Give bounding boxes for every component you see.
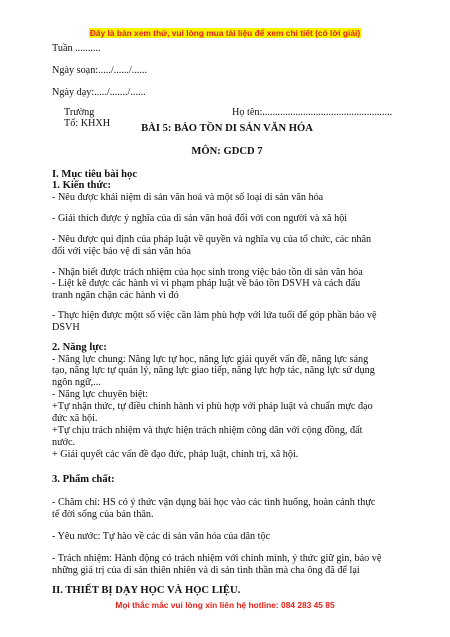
competency-item: - Năng lực chung: Năng lực tự học, năng lực giải quyết vấn đề, năng lực sáng	[52, 354, 369, 365]
section-1-heading: I. Mục tiêu bài học	[52, 169, 138, 180]
teach-date-line: Ngày dạy:...../......./......	[52, 87, 146, 98]
competency-item: tạo, năng lực tự quản lý, năng lực giao tiếp, năng lực hợp tác, năng lực sử dụng	[52, 365, 375, 376]
competency-item: +Tự nhận thức, tự điều chỉnh hành vi phù hợp với pháp luật và chuẩn mực đạo	[52, 401, 373, 412]
preview-banner: Đây là bản xem thử, vui lòng mua tài liệu để xem chi tiết (có lời giải)	[89, 28, 361, 38]
competency-item: - Năng lực chuyên biệt:	[52, 389, 149, 400]
knowledge-item: - Liệt kê được các hành vi vi phạm pháp luật về bảo tồn DSVH và cách đấu	[52, 278, 361, 289]
quality-heading: 3. Phẩm chất:	[52, 474, 115, 485]
quality-item: - Chăm chỉ: HS có ý thức vận dụng bài học vào các tình huống, hoàn cảnh thực	[52, 497, 376, 508]
knowledge-item: - Nêu được khái niệm di sản văn hoá và một số loại di sản văn hóa	[52, 192, 324, 203]
department-label: Tổ: KHXH	[64, 118, 111, 129]
knowledge-item: - Nêu được qui định của pháp luật về quyền và nghĩa vụ của tổ chức, các nhân	[52, 234, 372, 245]
competency-item: ngôn ngữ,...	[52, 377, 101, 388]
knowledge-item: - Giải thích được ý nghĩa của di sản văn hoá đối với con người và xã hội	[52, 213, 348, 224]
competency-item: +Tự chịu trách nhiệm và thực hiện trách nhiệm công dân với cộng đồng, đất	[52, 425, 363, 436]
quality-item: những giá trị của di sản thiên nhiên và di sản tinh thần mà cha ông đã để lại	[52, 565, 360, 576]
quality-item: tế đời sống của bản thân.	[52, 509, 154, 520]
prep-date-line: Ngày soạn:...../....../......	[52, 65, 148, 76]
competency-heading: 2. Năng lực:	[52, 342, 107, 353]
knowledge-item: - Thực hiện được mộtt số việc cần làm phù hợp với lứa tuổi để góp phần bảo vệ	[52, 310, 377, 321]
school-label: Trường	[64, 107, 95, 118]
knowledge-item: DSVH	[52, 322, 80, 333]
knowledge-item: tranh ngăn chặn các hành vi đó	[52, 290, 179, 301]
week-line: Tuần ..........	[52, 43, 101, 54]
competency-item: + Giải quyết các vấn đề đạo đức, pháp luật, chính trị, xã hội.	[52, 449, 299, 460]
knowledge-item: đối với việc bảo vệ di sản văn hóa	[52, 246, 191, 257]
subject-title: MÔN: GDCD 7	[191, 146, 263, 157]
quality-item: - Yêu nước: Tự hào về các di sản văn hóa của dân tộc	[52, 531, 271, 542]
hotline-banner: Mọi thắc mắc vui lòng xin liên hệ hotline: 084 283 45 85	[115, 600, 335, 610]
competency-item: đức xã hội.	[52, 413, 98, 424]
knowledge-heading: 1. Kiến thức:	[52, 180, 112, 191]
name-line: Họ tên:...................................................	[232, 107, 393, 118]
quality-item: - Trách nhiệm: Hành động có trách nhiệm với chính mình, ý thức giữ gìn, bảo vệ	[52, 553, 382, 564]
knowledge-item: - Nhận biết được trách nhiệm của học sinh trong việc bảo tồn di sản văn hóa	[52, 267, 363, 278]
lesson-title: BÀI 5: BẢO TỒN DI SẢN VĂN HÓA	[141, 123, 313, 134]
competency-item: nước.	[52, 437, 76, 448]
section-2-heading: II. THIẾT BỊ DẠY HỌC VÀ HỌC LIỆU.	[52, 585, 241, 596]
